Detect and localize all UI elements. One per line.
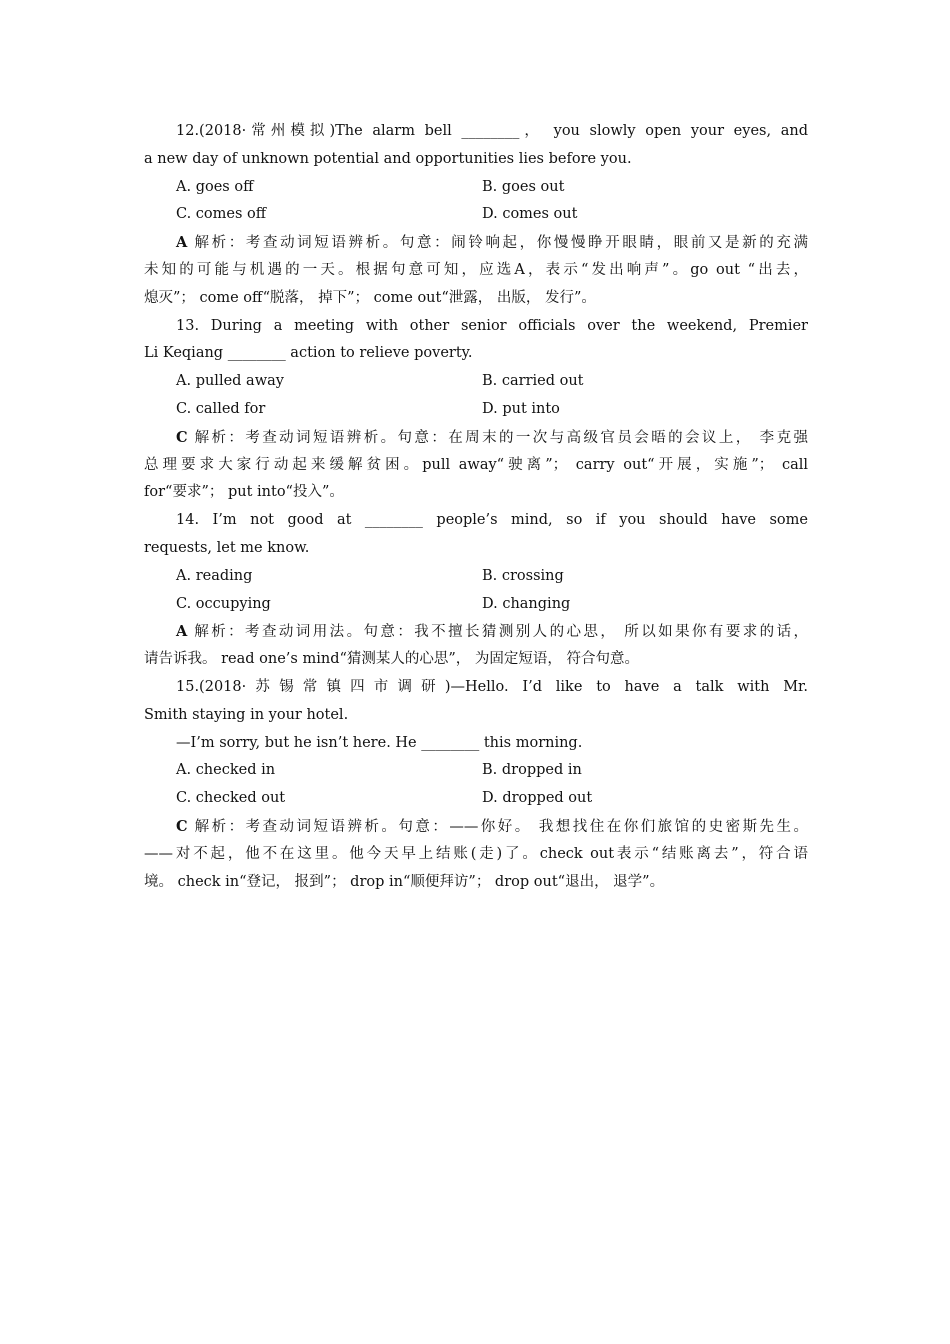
question-stem-line: 12.(2018·常州模拟)The alarm bell ________， you slowly open your eyes, and xyxy=(176,123,808,139)
analysis-line: 熄灭”； come off“脱落， 掉下”； come out“泄露， 出版， 发行”。 xyxy=(144,289,596,306)
question-stem-line: Li Keqiang ________ action to relieve poverty. xyxy=(144,345,473,362)
option-d: D. put into xyxy=(482,400,560,417)
analysis-line xyxy=(144,424,808,452)
option-a: A. goes off xyxy=(176,178,254,195)
question-stem-line: 14. I’m not good at ________ people’s mind, so if you should have some xyxy=(176,512,808,529)
answer-letter: A xyxy=(176,623,188,641)
option-b: B. goes out xyxy=(482,178,565,195)
option-c: C. comes off xyxy=(176,206,267,223)
analysis-line xyxy=(144,229,808,257)
option-d: D. changing xyxy=(482,595,571,612)
question-stem-line: —I’m sorry, but he isn’t here. He ________ this morning. xyxy=(176,734,583,751)
options-row xyxy=(144,201,808,229)
analysis-text: 解析：考查动词短语辨析。句意：在周末的一次与高级官员会晤的会议上， 李克强 xyxy=(194,429,809,446)
analysis-line: 请告诉我。 read one’s mind“猜测某人的心思”， 为固定短语， 符合句意。 xyxy=(144,651,640,668)
answer-letter: A xyxy=(176,234,188,252)
question-stem-line: 13. During a meeting with other senior officials over the weekend, Premier xyxy=(176,317,808,334)
question-stem-line: requests, let me know. xyxy=(144,539,310,556)
options-row xyxy=(144,174,808,202)
question-13 xyxy=(144,313,808,508)
option-c: C. occupying xyxy=(176,595,271,612)
analysis-text: 解析：考查动词用法。句意：我不擅长猜测别人的心思， 所以如果你有要求的话， xyxy=(194,624,808,641)
option-c: C. called for xyxy=(176,400,266,417)
analysis-line: 境。 check in“登记， 报到”； drop in“顺便拜访”； drop out“退出， 退学”。 xyxy=(144,873,665,890)
option-d: D. dropped out xyxy=(482,790,593,807)
analysis-line: ——对不起，他不在这里。他今天早上结账(走)了。check out表示“结账离去”，符合语 xyxy=(144,845,808,862)
option-a: A. pulled away xyxy=(176,373,284,390)
options-row xyxy=(144,368,808,396)
options-row xyxy=(144,563,808,591)
option-d: D. comes out xyxy=(482,206,578,223)
option-b: B. carried out xyxy=(482,373,584,390)
analysis-line xyxy=(144,618,808,646)
question-15 xyxy=(144,674,808,896)
analysis-line: 未知的可能与机遇的一天。根据句意可知，应选A，表示“发出响声”。go out “出去， xyxy=(144,261,808,278)
options-row xyxy=(144,591,808,619)
question-14 xyxy=(144,507,808,674)
option-b: B. dropped in xyxy=(482,762,582,779)
option-b: B. crossing xyxy=(482,567,564,584)
analysis-text: 解析：考查动词短语辨析。句意：——你好。 我想找住在你们旅馆的史密斯先生。 xyxy=(194,818,809,835)
answer-letter: C xyxy=(176,817,188,835)
option-a: A. reading xyxy=(176,567,253,584)
question-12 xyxy=(144,118,808,313)
analysis-line: 总理要求大家行动起来缓解贫困。pull away“驶离”； carry out“开展，实施”； call xyxy=(144,456,808,473)
options-row xyxy=(144,396,808,424)
analysis-line: for“要求”； put into“投入”。 xyxy=(144,484,344,501)
question-stem-line: a new day of unknown potential and opportunities lies before you. xyxy=(144,150,632,167)
analysis-text: 解析：考查动词短语辨析。句意：闹铃响起，你慢慢睁开眼睛，眼前又是新的充满 xyxy=(194,235,809,252)
analysis-line xyxy=(144,813,808,841)
option-c: C. checked out xyxy=(176,790,286,807)
options-row xyxy=(144,785,808,813)
question-stem-line: Smith staying in your hotel. xyxy=(144,706,349,723)
question-stem-line: 15.(2018·苏锡常镇四市调研)—Hello. I’d like to have a talk with Mr. xyxy=(176,678,808,695)
options-row xyxy=(144,757,808,785)
option-a: A. checked in xyxy=(176,762,276,779)
answer-letter: C xyxy=(176,428,188,446)
document-body xyxy=(144,118,808,896)
